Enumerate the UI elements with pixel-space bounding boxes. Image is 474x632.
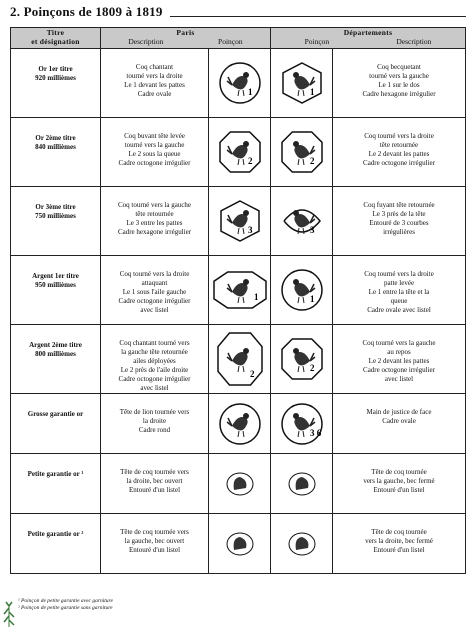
- category-cell: [11, 187, 101, 256]
- category-cell: [11, 256, 101, 325]
- paris-hallmark-icon: [216, 331, 264, 387]
- page-title: 2. Poinçons de 1809 à 1819: [10, 4, 163, 19]
- paris-hallmark-icon: [218, 199, 262, 243]
- description-line: Main de justice de face: [366, 408, 432, 416]
- paris-mark-cell: [209, 256, 271, 325]
- description-line: attaquant: [141, 279, 168, 287]
- mark-number: 1: [309, 87, 314, 97]
- table-row: [11, 394, 466, 454]
- mark-number: 2: [247, 156, 252, 166]
- description-line: Le 1 entre la tête et la: [368, 288, 430, 296]
- description-line: Le 1 devant les pattes: [124, 81, 185, 89]
- mark-number: 2: [249, 369, 254, 379]
- table-row: [11, 454, 466, 514]
- paris-hallmark-icon: [212, 270, 268, 310]
- category-label: Petite garantie or ²: [27, 530, 84, 538]
- paris-description-cell: [101, 187, 209, 256]
- description-line: Cadre hexagone irrégulier: [117, 228, 192, 236]
- description-line: Entouré d'un listel: [128, 486, 181, 494]
- table-row: [11, 325, 466, 394]
- footnote-2: ² Poinçon de petite garantie sans garniture: [18, 605, 113, 611]
- description-line: Tête de coq tournée: [371, 468, 427, 476]
- category-fineness: 920 millièmes: [35, 74, 76, 82]
- description-line: avec listel: [140, 306, 169, 314]
- paris-hallmark-icon: [218, 402, 262, 446]
- description-line: vers la gauche, bec fermé: [363, 477, 435, 485]
- footnote-1: ¹ Poinçon de petite garantie avec garniture: [18, 598, 113, 604]
- header-paris-label: Paris: [176, 28, 195, 37]
- description-line: Le 1 sous l'aile gauche: [122, 288, 187, 296]
- description-line: irrégulières: [383, 228, 415, 236]
- header-designation-label: et désignation: [31, 37, 80, 46]
- header-departements: [271, 28, 466, 49]
- description-line: Coq chantant: [135, 63, 174, 71]
- description-line: Coq buvant tête levée: [124, 132, 185, 140]
- category-label: Or 3ème titre: [35, 203, 76, 211]
- description-line: Tête de coq tournée vers: [120, 468, 189, 476]
- paris-description-cell: [101, 394, 209, 454]
- description-line: Entouré d'un listel: [373, 546, 425, 554]
- description-line: Entouré d'un listel: [373, 486, 425, 494]
- table-row: [11, 187, 466, 256]
- category-cell: [11, 454, 101, 514]
- description-line: Coq chantant tourné vers: [119, 339, 190, 347]
- category-label: Or 1er titre: [38, 65, 73, 73]
- paris-description-cell: [101, 118, 209, 187]
- dep-description-cell: [333, 187, 466, 256]
- paris-mark-cell: [209, 187, 271, 256]
- description-line: tourné vers la droite: [126, 72, 183, 80]
- description-line: Cadre hexagone irrégulier: [362, 90, 436, 98]
- paris-mark-cell: [209, 325, 271, 394]
- paris-description-cell: [101, 49, 209, 118]
- mark-number: 1: [247, 87, 252, 97]
- category-cell: [11, 514, 101, 574]
- description-line: Entouré d'un listel: [128, 546, 181, 554]
- description-line: la gauche, bec ouvert: [124, 537, 185, 545]
- description-line: Tête de lion tournée vers: [119, 408, 190, 416]
- departement-hallmark-icon: [280, 130, 324, 174]
- departement-hallmark-icon: [280, 199, 324, 243]
- description-line: Tête de coq tournée: [371, 528, 427, 536]
- description-line: Cadre octogone irrégulier: [363, 366, 435, 374]
- paris-hallmark-icon: [218, 61, 262, 105]
- description-line: Cadre rond: [138, 426, 171, 434]
- table-row: [11, 118, 466, 187]
- description-line: Cadre octogone irrégulier: [118, 159, 191, 167]
- departement-hallmark-icon: [287, 531, 317, 557]
- description-line: queue: [390, 297, 408, 305]
- dep-mark-cell: [271, 394, 333, 454]
- paris-hallmark-icon: [218, 130, 262, 174]
- mark-number: 3 6: [309, 427, 321, 438]
- paris-hallmark-icon: [225, 471, 255, 497]
- paris-mark-cell: [209, 118, 271, 187]
- description-line: Le 2 sous la queue: [128, 150, 181, 158]
- dep-description-cell: [333, 49, 466, 118]
- description-line: avec listel: [384, 375, 414, 383]
- mark-number: 2: [309, 363, 314, 373]
- paris-mark-cell: [209, 454, 271, 514]
- category-label: Argent 1er titre: [32, 272, 79, 280]
- mark-number: 1: [309, 294, 314, 304]
- dep-description-cell: [333, 256, 466, 325]
- dep-mark-cell: [271, 187, 333, 256]
- leaf-ornament-icon: [2, 600, 16, 628]
- description-line: Coq tourné vers la gauche: [362, 339, 436, 347]
- description-line: Le 2 devant les pattes: [368, 150, 430, 158]
- departement-hallmark-icon: [280, 268, 324, 312]
- description-line: Cadre octogone irrégulier: [363, 159, 435, 167]
- description-line: tête retournée: [379, 141, 419, 149]
- dep-description-cell: [333, 394, 466, 454]
- header-dep-description: Description: [396, 37, 432, 46]
- dep-mark-cell: [271, 454, 333, 514]
- description-line: tête retournée: [135, 210, 174, 218]
- header-paris-poincon: Poinçon: [218, 37, 243, 46]
- description-line: la droite, bec ouvert: [126, 477, 183, 485]
- title-rule: [170, 16, 466, 17]
- description-line: la droite: [142, 417, 167, 425]
- category-cell: [11, 325, 101, 394]
- category-cell: [11, 49, 101, 118]
- description-line: Cadre octogone irrégulier: [118, 375, 191, 383]
- description-line: Coq tourné vers la droite: [364, 132, 434, 140]
- paris-mark-cell: [209, 514, 271, 574]
- dep-description-cell: [333, 454, 466, 514]
- description-line: patte levée: [383, 279, 415, 287]
- paris-description-cell: [101, 256, 209, 325]
- category-fineness: 800 millièmes: [35, 350, 76, 358]
- departement-hallmark-icon: [287, 471, 317, 497]
- departement-hallmark-icon: [280, 402, 324, 446]
- description-line: Le 2 devant les pattes: [368, 357, 430, 365]
- description-line: vers la droite, bec fermé: [365, 537, 433, 545]
- category-label: Grosse garantie or: [27, 410, 84, 418]
- dep-description-cell: [333, 118, 466, 187]
- table-header: [11, 28, 466, 49]
- description-line: Coq tourné vers la gauche: [117, 201, 192, 209]
- mark-number: 3: [247, 225, 252, 235]
- dep-mark-cell: [271, 325, 333, 394]
- category-label: Or 2ème titre: [35, 134, 76, 142]
- description-line: ailes déployées: [133, 357, 176, 365]
- header-paris: [101, 28, 271, 49]
- category-cell: [11, 118, 101, 187]
- description-line: Cadre ovale: [382, 417, 416, 425]
- table-row: [11, 514, 466, 574]
- category-cell: [11, 394, 101, 454]
- dep-mark-cell: [271, 49, 333, 118]
- header-titre: [11, 28, 101, 49]
- description-line: Coq tourné vers la droite: [119, 270, 190, 278]
- header-paris-description: Description: [128, 37, 164, 46]
- departement-hallmark-icon: [280, 337, 324, 381]
- description-line: au repos: [387, 348, 411, 356]
- paris-mark-cell: [209, 394, 271, 454]
- dep-mark-cell: [271, 514, 333, 574]
- description-line: tourné vers la gauche: [124, 141, 185, 149]
- description-line: Le 3 entre les pattes: [126, 219, 183, 227]
- mark-number: 3: [309, 225, 314, 235]
- description-line: la gauche tête retournée: [121, 348, 188, 356]
- description-line: Coq tourné vers la droite: [364, 270, 434, 278]
- description-line: Coq fuyant tête retournée: [363, 201, 435, 209]
- description-line: Cadre ovale: [137, 90, 172, 98]
- header-dep-poincon: Poinçon: [304, 37, 330, 46]
- departement-hallmark-icon: [280, 61, 324, 105]
- description-line: Tête de coq tournée vers: [120, 528, 189, 536]
- table-row: [11, 256, 466, 325]
- description-line: Le 3 près de la tête: [372, 210, 426, 218]
- paris-hallmark-icon: [225, 531, 255, 557]
- paris-description-cell: [101, 514, 209, 574]
- dep-description-cell: [333, 514, 466, 574]
- description-line: avec listel: [140, 384, 169, 392]
- category-label: Petite garantie or ¹: [27, 470, 84, 478]
- table-row: [11, 49, 466, 118]
- mark-number: 1: [253, 292, 258, 302]
- dep-mark-cell: [271, 256, 333, 325]
- dep-mark-cell: [271, 118, 333, 187]
- description-line: Entouré de 3 courbes: [369, 219, 429, 227]
- mark-number: 2: [309, 156, 314, 166]
- header-departements-label: Départements: [343, 28, 393, 37]
- description-line: Coq becquetant: [377, 63, 421, 71]
- description-line: Le 1 sur le dos: [378, 81, 420, 89]
- category-label: Argent 2ème titre: [29, 341, 82, 349]
- category-fineness: 750 millièmes: [35, 212, 76, 220]
- description-line: Le 2 près de l'aile droite: [120, 366, 189, 374]
- description-line: Cadre ovale avec listel: [367, 306, 431, 314]
- hallmark-table: [10, 27, 466, 574]
- paris-description-cell: [101, 325, 209, 394]
- description-line: tourné vers la gauche: [369, 72, 429, 80]
- paris-description-cell: [101, 454, 209, 514]
- header-titre-label: Titre: [46, 28, 65, 37]
- category-fineness: 950 millièmes: [35, 281, 76, 289]
- footnotes: [18, 598, 113, 612]
- dep-description-cell: [333, 325, 466, 394]
- description-line: Cadre octogone irrégulier: [118, 297, 191, 305]
- paris-mark-cell: [209, 49, 271, 118]
- category-fineness: 840 millièmes: [35, 143, 76, 151]
